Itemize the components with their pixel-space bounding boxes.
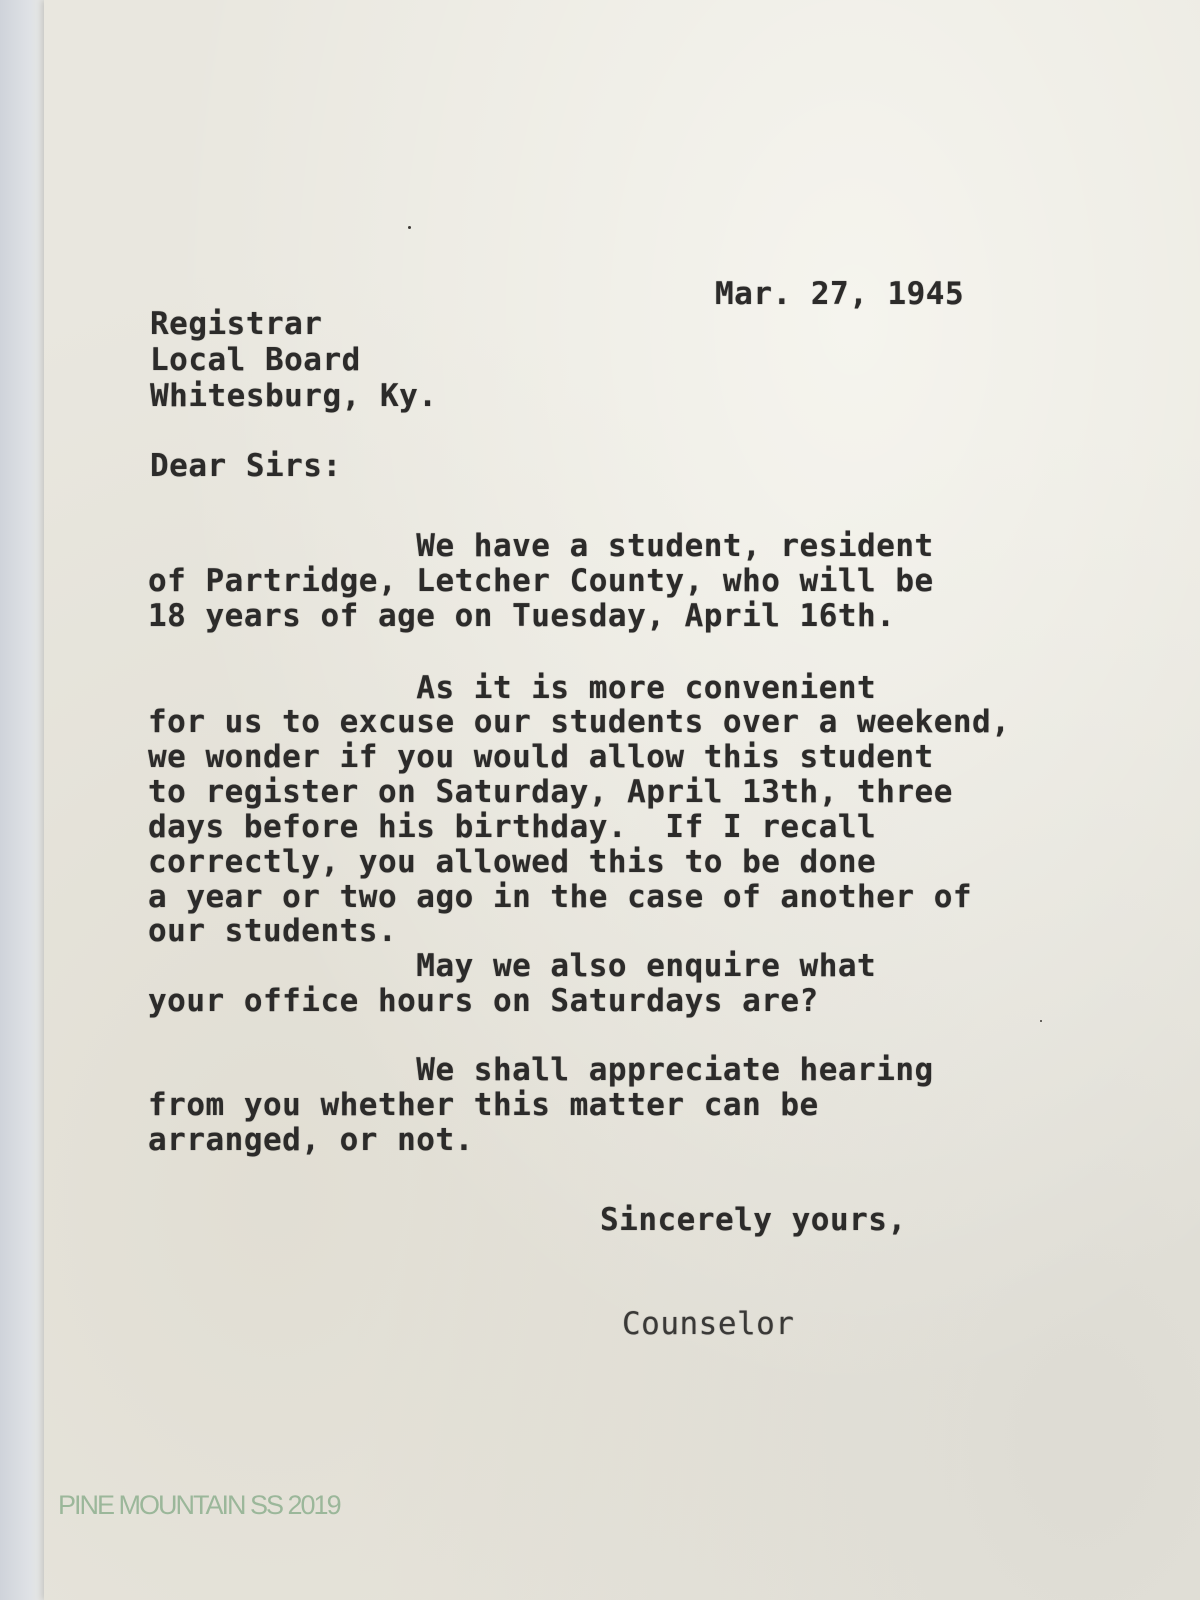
paragraph-line: May we also enquire what xyxy=(148,948,877,984)
paragraph-line: for us to excuse our students over a weekend, xyxy=(148,704,1011,740)
paragraph-line: 18 years of age on Tuesday, April 16th. xyxy=(148,598,896,634)
paragraph-line: We shall appreciate hearing xyxy=(148,1052,934,1088)
signature-title: Counselor xyxy=(622,1306,795,1342)
paragraph-line: arranged, or not. xyxy=(148,1122,474,1158)
paragraph-line: your office hours on Saturdays are? xyxy=(148,983,819,1019)
paragraph-line: As it is more convenient xyxy=(148,670,877,706)
watermark: PINE MOUNTAIN SS 2019 xyxy=(58,1490,340,1520)
paragraph-line: We have a student, resident xyxy=(148,528,934,564)
address-line-board: Local Board xyxy=(150,342,361,378)
paragraph-line: a year or two ago in the case of another of xyxy=(148,879,973,915)
paragraph-line: from you whether this matter can be xyxy=(148,1087,819,1123)
closing: Sincerely yours, xyxy=(600,1202,907,1238)
paper-speck xyxy=(408,226,411,229)
letter-date: Mar. 27, 1945 xyxy=(715,276,965,312)
paper-speck xyxy=(1040,1020,1042,1022)
paragraph-line: days before his birthday. If I recall xyxy=(148,809,877,845)
address-line-registrar: Registrar xyxy=(150,306,323,342)
paragraph-line: our students. xyxy=(148,913,398,949)
address-line-city: Whitesburg, Ky. xyxy=(150,378,438,414)
paragraph-line: correctly, you allowed this to be done xyxy=(148,844,877,880)
paragraph-line: to register on Saturday, April 13th, three xyxy=(148,774,953,810)
salutation: Dear Sirs: xyxy=(150,448,342,484)
paragraph-line: we wonder if you would allow this student xyxy=(148,739,934,775)
paragraph-line: of Partridge, Letcher County, who will be xyxy=(148,563,934,599)
